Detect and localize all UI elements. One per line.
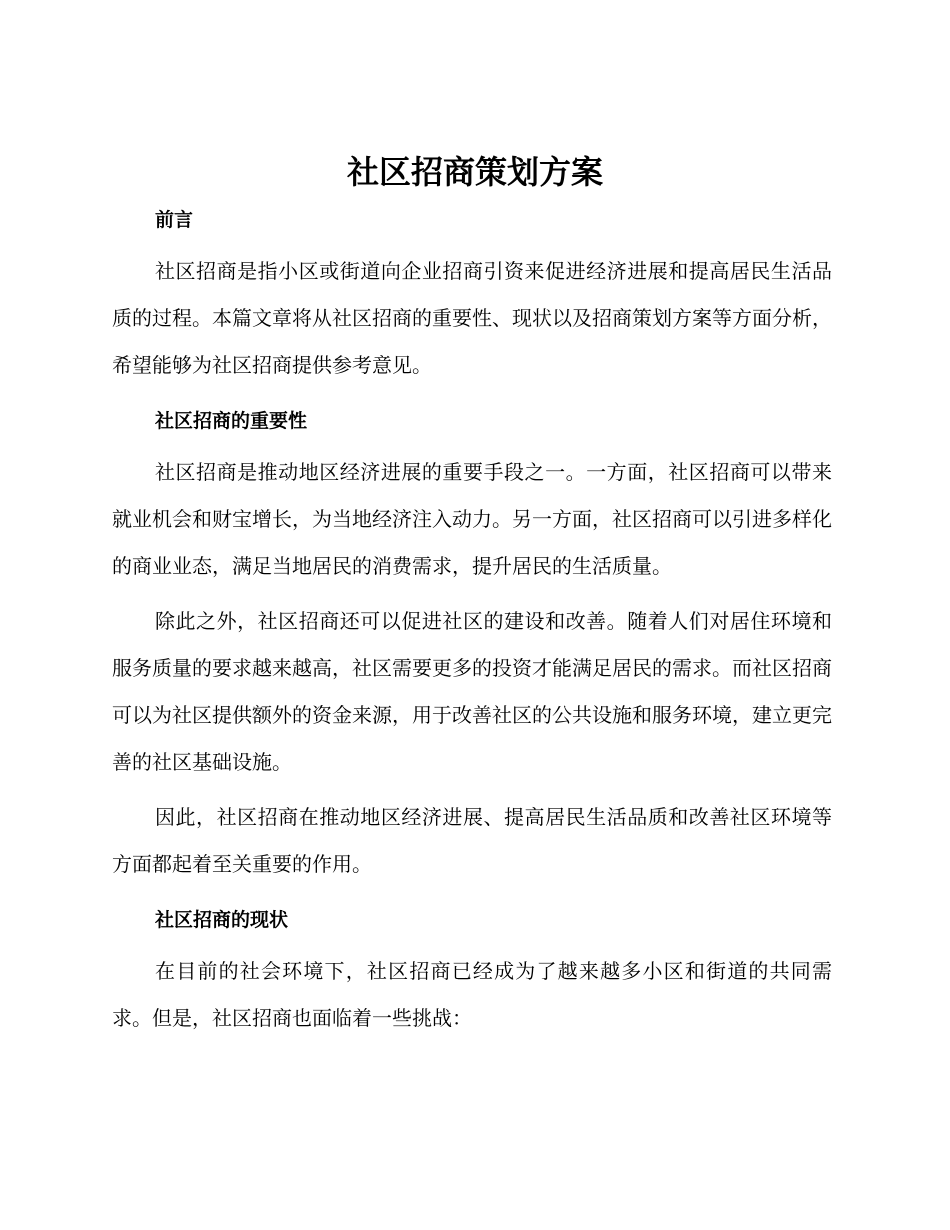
paragraph-importance-3: 因此，社区招商在推动地区经济进展、提高居民生活品质和改善社区环境等方面都起着至关重要的作用。	[112, 805, 832, 876]
paragraph-importance-1: 社区招商是推动地区经济进展的重要手段之一。一方面，社区招商可以带来就业机会和财宝增长，为当地经济注入动力。另一方面，社区招商可以引进多样化的商业业态，满足当地居民的消费需求，提升居民的生活质量。	[112, 460, 832, 578]
paragraph-importance-2: 除此之外，社区招商还可以促进社区的建设和改善。随着人们对居住环境和服务质量的要求越来越高，社区需要更多的投资才能满足居民的需求。而社区招商可以为社区提供额外的资金来源，用于改善社区的公共设施和服务环境，建立更完善的社区基础设施。	[112, 609, 832, 774]
document-body	[112, 200, 832, 1042]
paragraph-preface-1: 社区招商是指小区或街道向企业招商引资来促进经济进展和提高居民生活品质的过程。本篇文章将从社区招商的重要性、现状以及招商策划方案等方面分析，希望能够为社区招商提供参考意见。	[112, 259, 832, 377]
document-title: 社区招商策划方案	[346, 153, 603, 191]
section-heading-importance: 社区招商的重要性	[155, 410, 308, 432]
section-heading-preface: 前言	[155, 209, 194, 231]
paragraph-status-1: 在目前的社会环境下，社区招商已经成为了越来越多小区和街道的共同需求。但是，社区招商也面临着一些挑战：	[112, 959, 832, 1030]
section-heading-status: 社区招商的现状	[155, 909, 289, 931]
